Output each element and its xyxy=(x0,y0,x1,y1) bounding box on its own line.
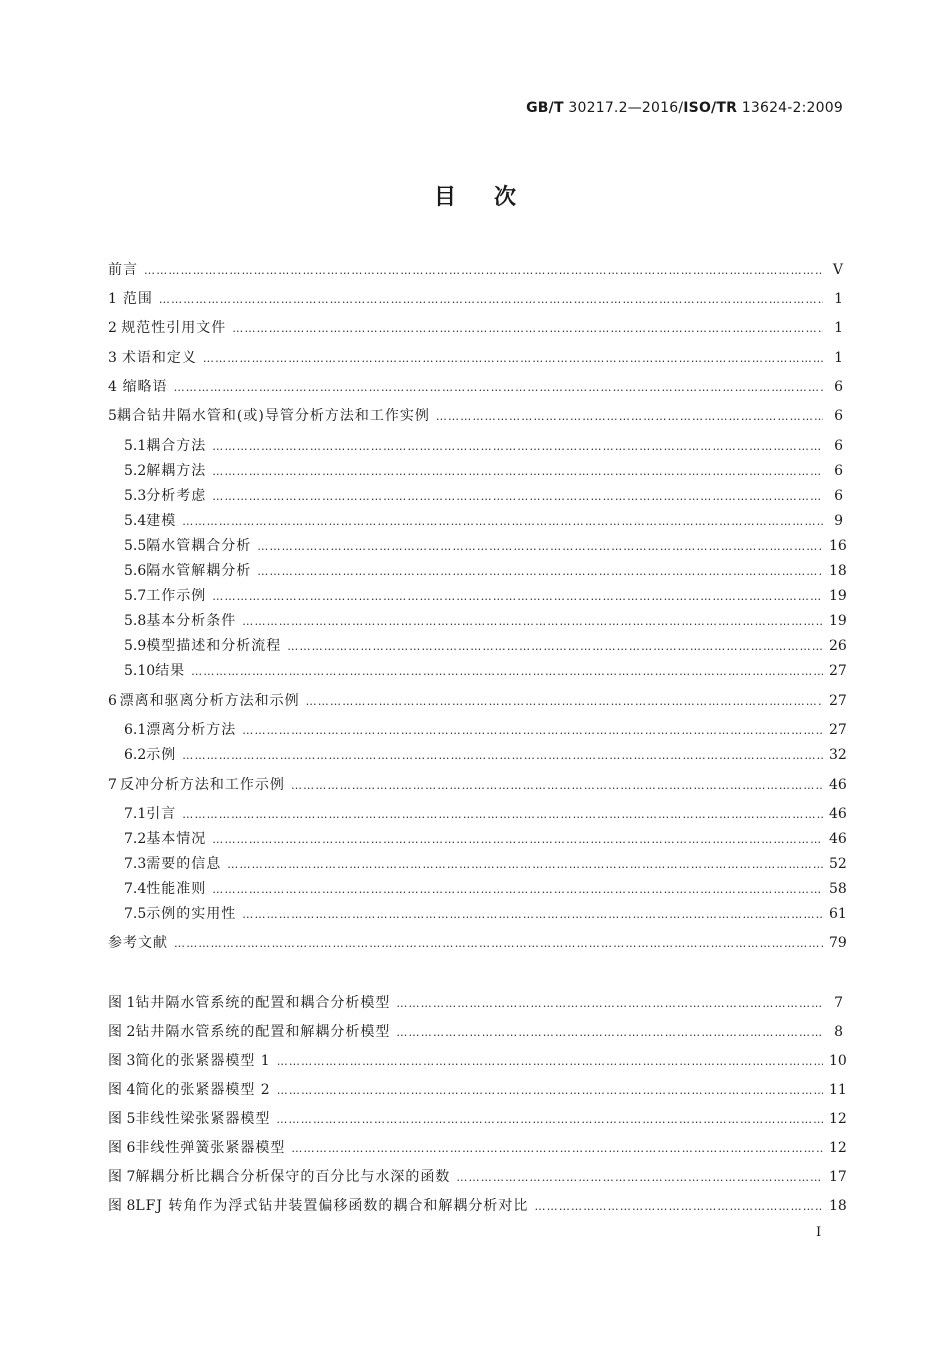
toc-entry[interactable] xyxy=(108,690,847,710)
entry-page: 9 xyxy=(834,513,843,529)
entry-number: 3 xyxy=(108,350,117,366)
toc-entry[interactable] xyxy=(108,635,847,655)
entry-page: 6 xyxy=(834,463,843,479)
entry-number: 6.2 xyxy=(124,747,147,763)
entry-page: Ⅴ xyxy=(832,262,843,278)
entry-page: 52 xyxy=(829,856,847,872)
entry-page: 19 xyxy=(829,613,847,629)
entry-label: 模型描述和分析流程 xyxy=(146,638,282,654)
entry-number: 5.2 xyxy=(124,463,147,479)
leader-dots xyxy=(232,322,823,335)
toc-entry[interactable] xyxy=(108,460,843,480)
toc-entry[interactable] xyxy=(108,435,843,455)
entry-page: 61 xyxy=(829,906,847,922)
entry-number: 7.4 xyxy=(124,881,147,897)
leader-dots xyxy=(174,937,823,950)
leader-dots xyxy=(182,515,823,528)
figure-entry[interactable] xyxy=(108,1108,847,1128)
leader-dots xyxy=(257,540,823,553)
toc-entry[interactable] xyxy=(108,903,847,923)
leader-dots xyxy=(276,1113,823,1126)
toc-entry[interactable] xyxy=(108,610,847,630)
toc-entry[interactable] xyxy=(108,660,847,680)
toc-entry[interactable] xyxy=(108,288,843,308)
toc-entry[interactable] xyxy=(108,932,847,952)
toc-entry[interactable] xyxy=(108,719,847,739)
leader-dots xyxy=(396,1026,823,1039)
leader-dots xyxy=(203,352,823,365)
leader-dots xyxy=(436,410,823,423)
entry-page: 12 xyxy=(829,1111,847,1127)
toc-entry[interactable] xyxy=(108,405,843,425)
leader-dots xyxy=(242,615,823,628)
entry-label: 引言 xyxy=(146,806,177,822)
leader-dots xyxy=(277,1084,823,1097)
toc-entry[interactable] xyxy=(108,828,847,848)
entry-number: 5.5 xyxy=(124,538,147,554)
entry-number: 5.10 xyxy=(124,663,156,679)
toc-entry[interactable] xyxy=(108,510,843,530)
entry-label: 参考文献 xyxy=(108,935,168,951)
entry-number: 7.1 xyxy=(124,806,147,822)
entry-label: 漂离分析方法 xyxy=(146,722,237,738)
toc-entry[interactable] xyxy=(108,853,847,873)
header-iso-number: 13624-2:2009 xyxy=(737,100,843,116)
leader-dots xyxy=(287,640,823,653)
entry-page: 18 xyxy=(829,1198,847,1214)
entry-page: 26 xyxy=(829,638,847,654)
entry-number: 图 3 xyxy=(108,1053,136,1069)
leader-dots xyxy=(291,779,823,792)
entry-number: 5 xyxy=(108,408,117,424)
leader-dots xyxy=(456,1171,823,1184)
entry-label: 需要的信息 xyxy=(146,856,222,872)
entry-page: 6 xyxy=(834,379,843,395)
leader-dots xyxy=(242,908,823,921)
leader-dots xyxy=(212,465,823,478)
entry-page: 27 xyxy=(829,663,847,679)
entry-number: 2 xyxy=(108,320,117,336)
leader-dots xyxy=(291,1142,823,1155)
entry-label: 工作示例 xyxy=(146,588,207,604)
toc-entry[interactable] xyxy=(108,485,843,505)
leader-dots xyxy=(182,808,823,821)
leader-dots xyxy=(159,293,823,306)
entry-page: 1 xyxy=(834,320,843,336)
entry-number: 图 6 xyxy=(108,1140,136,1156)
entry-page: 27 xyxy=(829,693,847,709)
entry-number: 5.1 xyxy=(124,438,147,454)
entry-label: 结果 xyxy=(155,663,186,679)
entry-label: 非线性弹簧张紧器模型 xyxy=(135,1140,286,1156)
entry-label: 钻井隔水管系统的配置和耦合分析模型 xyxy=(135,995,391,1011)
figure-entry[interactable] xyxy=(108,1166,847,1186)
entry-page: 10 xyxy=(829,1053,847,1069)
entry-label: 基本情况 xyxy=(146,831,207,847)
entry-number: 图 2 xyxy=(108,1024,136,1040)
header-number: 30217.2—2016/ xyxy=(563,100,684,116)
toc-entry[interactable] xyxy=(108,585,847,605)
figure-entry[interactable] xyxy=(108,1021,843,1041)
entry-label: 基本分析条件 xyxy=(146,613,237,629)
leader-dots xyxy=(277,1055,823,1068)
entry-label: 性能准则 xyxy=(146,881,207,897)
page-number: Ⅰ xyxy=(816,1225,822,1240)
entry-number: 7 xyxy=(108,777,117,793)
entry-page: 11 xyxy=(829,1082,847,1098)
figure-entry[interactable] xyxy=(108,992,843,1012)
entry-label: 示例 xyxy=(146,747,177,763)
entry-label: 规范性引用文件 xyxy=(121,320,227,336)
entry-label: 简化的张紧器模型 2 xyxy=(135,1082,271,1098)
entry-number: 6.1 xyxy=(124,722,147,738)
entry-page: 1 xyxy=(834,350,843,366)
entry-page: 12 xyxy=(829,1140,847,1156)
toc-entry[interactable] xyxy=(108,774,847,794)
entry-number: 7.2 xyxy=(124,831,147,847)
entry-page: 16 xyxy=(829,538,847,554)
leader-dots xyxy=(212,883,823,896)
header-gbt: GB/T xyxy=(526,100,564,116)
toc-entry[interactable] xyxy=(108,347,843,367)
entry-label: 缩略语 xyxy=(122,379,168,395)
entry-number: 5.7 xyxy=(124,588,147,604)
entry-number: 6 xyxy=(108,693,117,709)
entry-page: 46 xyxy=(829,831,847,847)
entry-number: 图 4 xyxy=(108,1082,136,1098)
leader-dots xyxy=(257,565,823,578)
leader-dots xyxy=(212,490,823,503)
entry-number: 7.3 xyxy=(124,856,147,872)
page-title: 目次 xyxy=(433,185,554,210)
entry-number: 5.9 xyxy=(124,638,147,654)
leader-dots xyxy=(534,1200,823,1213)
entry-number: 图 5 xyxy=(108,1111,136,1127)
leader-dots xyxy=(144,264,823,277)
leader-dots xyxy=(227,858,823,871)
entry-number: 图 8 xyxy=(108,1198,136,1214)
entry-label: 解耦分析比耦合分析保守的百分比与水深的函数 xyxy=(135,1169,451,1185)
entry-page: 27 xyxy=(829,722,847,738)
entry-number: 5.4 xyxy=(124,513,147,529)
entry-label: 分析考虑 xyxy=(146,488,207,504)
toc-entry[interactable] xyxy=(108,317,843,337)
entry-label: 钻井隔水管系统的配置和解耦分析模型 xyxy=(135,1024,391,1040)
entry-number: 4 xyxy=(108,379,117,395)
standard-header xyxy=(526,100,843,116)
entry-label: 隔水管耦合分析 xyxy=(146,538,252,554)
entry-label: 耦合方法 xyxy=(146,438,207,454)
leader-dots xyxy=(306,695,823,708)
entry-page: 58 xyxy=(829,881,847,897)
entry-page: 6 xyxy=(834,488,843,504)
toc-entry[interactable] xyxy=(108,560,847,580)
entry-label: 示例的实用性 xyxy=(146,906,237,922)
entry-page: 19 xyxy=(829,588,847,604)
leader-dots xyxy=(182,749,823,762)
entry-label: 建模 xyxy=(146,513,177,529)
leader-dots xyxy=(174,381,823,394)
toc-entry[interactable] xyxy=(108,878,847,898)
entry-page: 17 xyxy=(829,1169,847,1185)
entry-number: 1 xyxy=(108,291,117,307)
entry-number: 5.3 xyxy=(124,488,147,504)
entry-page: 6 xyxy=(834,438,843,454)
entry-page: 46 xyxy=(829,777,847,793)
entry-page: 6 xyxy=(834,408,843,424)
figure-entry[interactable] xyxy=(108,1195,847,1215)
toc-entry[interactable] xyxy=(108,376,843,396)
entry-page: 8 xyxy=(834,1024,843,1040)
leader-dots xyxy=(396,997,823,1010)
toc-entry[interactable] xyxy=(108,535,847,555)
entry-label: 简化的张紧器模型 1 xyxy=(135,1053,271,1069)
entry-label: 耦合钻井隔水管和(或)导管分析方法和工作实例 xyxy=(116,408,430,424)
entry-label: 解耦方法 xyxy=(146,463,207,479)
entry-number: 7.5 xyxy=(124,906,147,922)
entry-page: 79 xyxy=(829,935,847,951)
entry-label: 反冲分析方法和工作示例 xyxy=(119,777,285,793)
figure-entry[interactable] xyxy=(108,1050,847,1070)
entry-number: 图 7 xyxy=(108,1169,136,1185)
leader-dots xyxy=(242,724,823,737)
entry-page: 18 xyxy=(829,563,847,579)
entry-page: 7 xyxy=(834,995,843,1011)
entry-page: 32 xyxy=(829,747,847,763)
entry-label: LFJ 转角作为浮式钻井装置偏移函数的耦合和解耦分析对比 xyxy=(135,1198,529,1214)
figure-entry[interactable] xyxy=(108,1137,847,1157)
header-iso-tr: ISO/TR xyxy=(683,100,738,116)
entry-label: 漂离和驱离分析方法和示例 xyxy=(119,693,300,709)
leader-dots xyxy=(212,440,823,453)
entry-label: 术语和定义 xyxy=(121,350,197,366)
leader-dots xyxy=(191,665,823,678)
entry-number: 图 1 xyxy=(108,995,136,1011)
leader-dots xyxy=(212,590,823,603)
toc-entry[interactable] xyxy=(108,803,847,823)
entry-number: 5.8 xyxy=(124,613,147,629)
entry-label: 前言 xyxy=(108,262,138,278)
entry-label: 范围 xyxy=(122,291,153,307)
entry-label: 非线性梁张紧器模型 xyxy=(135,1111,271,1127)
entry-page: 46 xyxy=(829,806,847,822)
entry-page: 1 xyxy=(834,291,843,307)
toc-entry[interactable] xyxy=(108,259,843,279)
entry-label: 隔水管解耦分析 xyxy=(146,563,252,579)
toc-entry[interactable] xyxy=(108,744,847,764)
leader-dots xyxy=(212,833,823,846)
figure-entry[interactable] xyxy=(108,1079,847,1099)
entry-number: 5.6 xyxy=(124,563,147,579)
